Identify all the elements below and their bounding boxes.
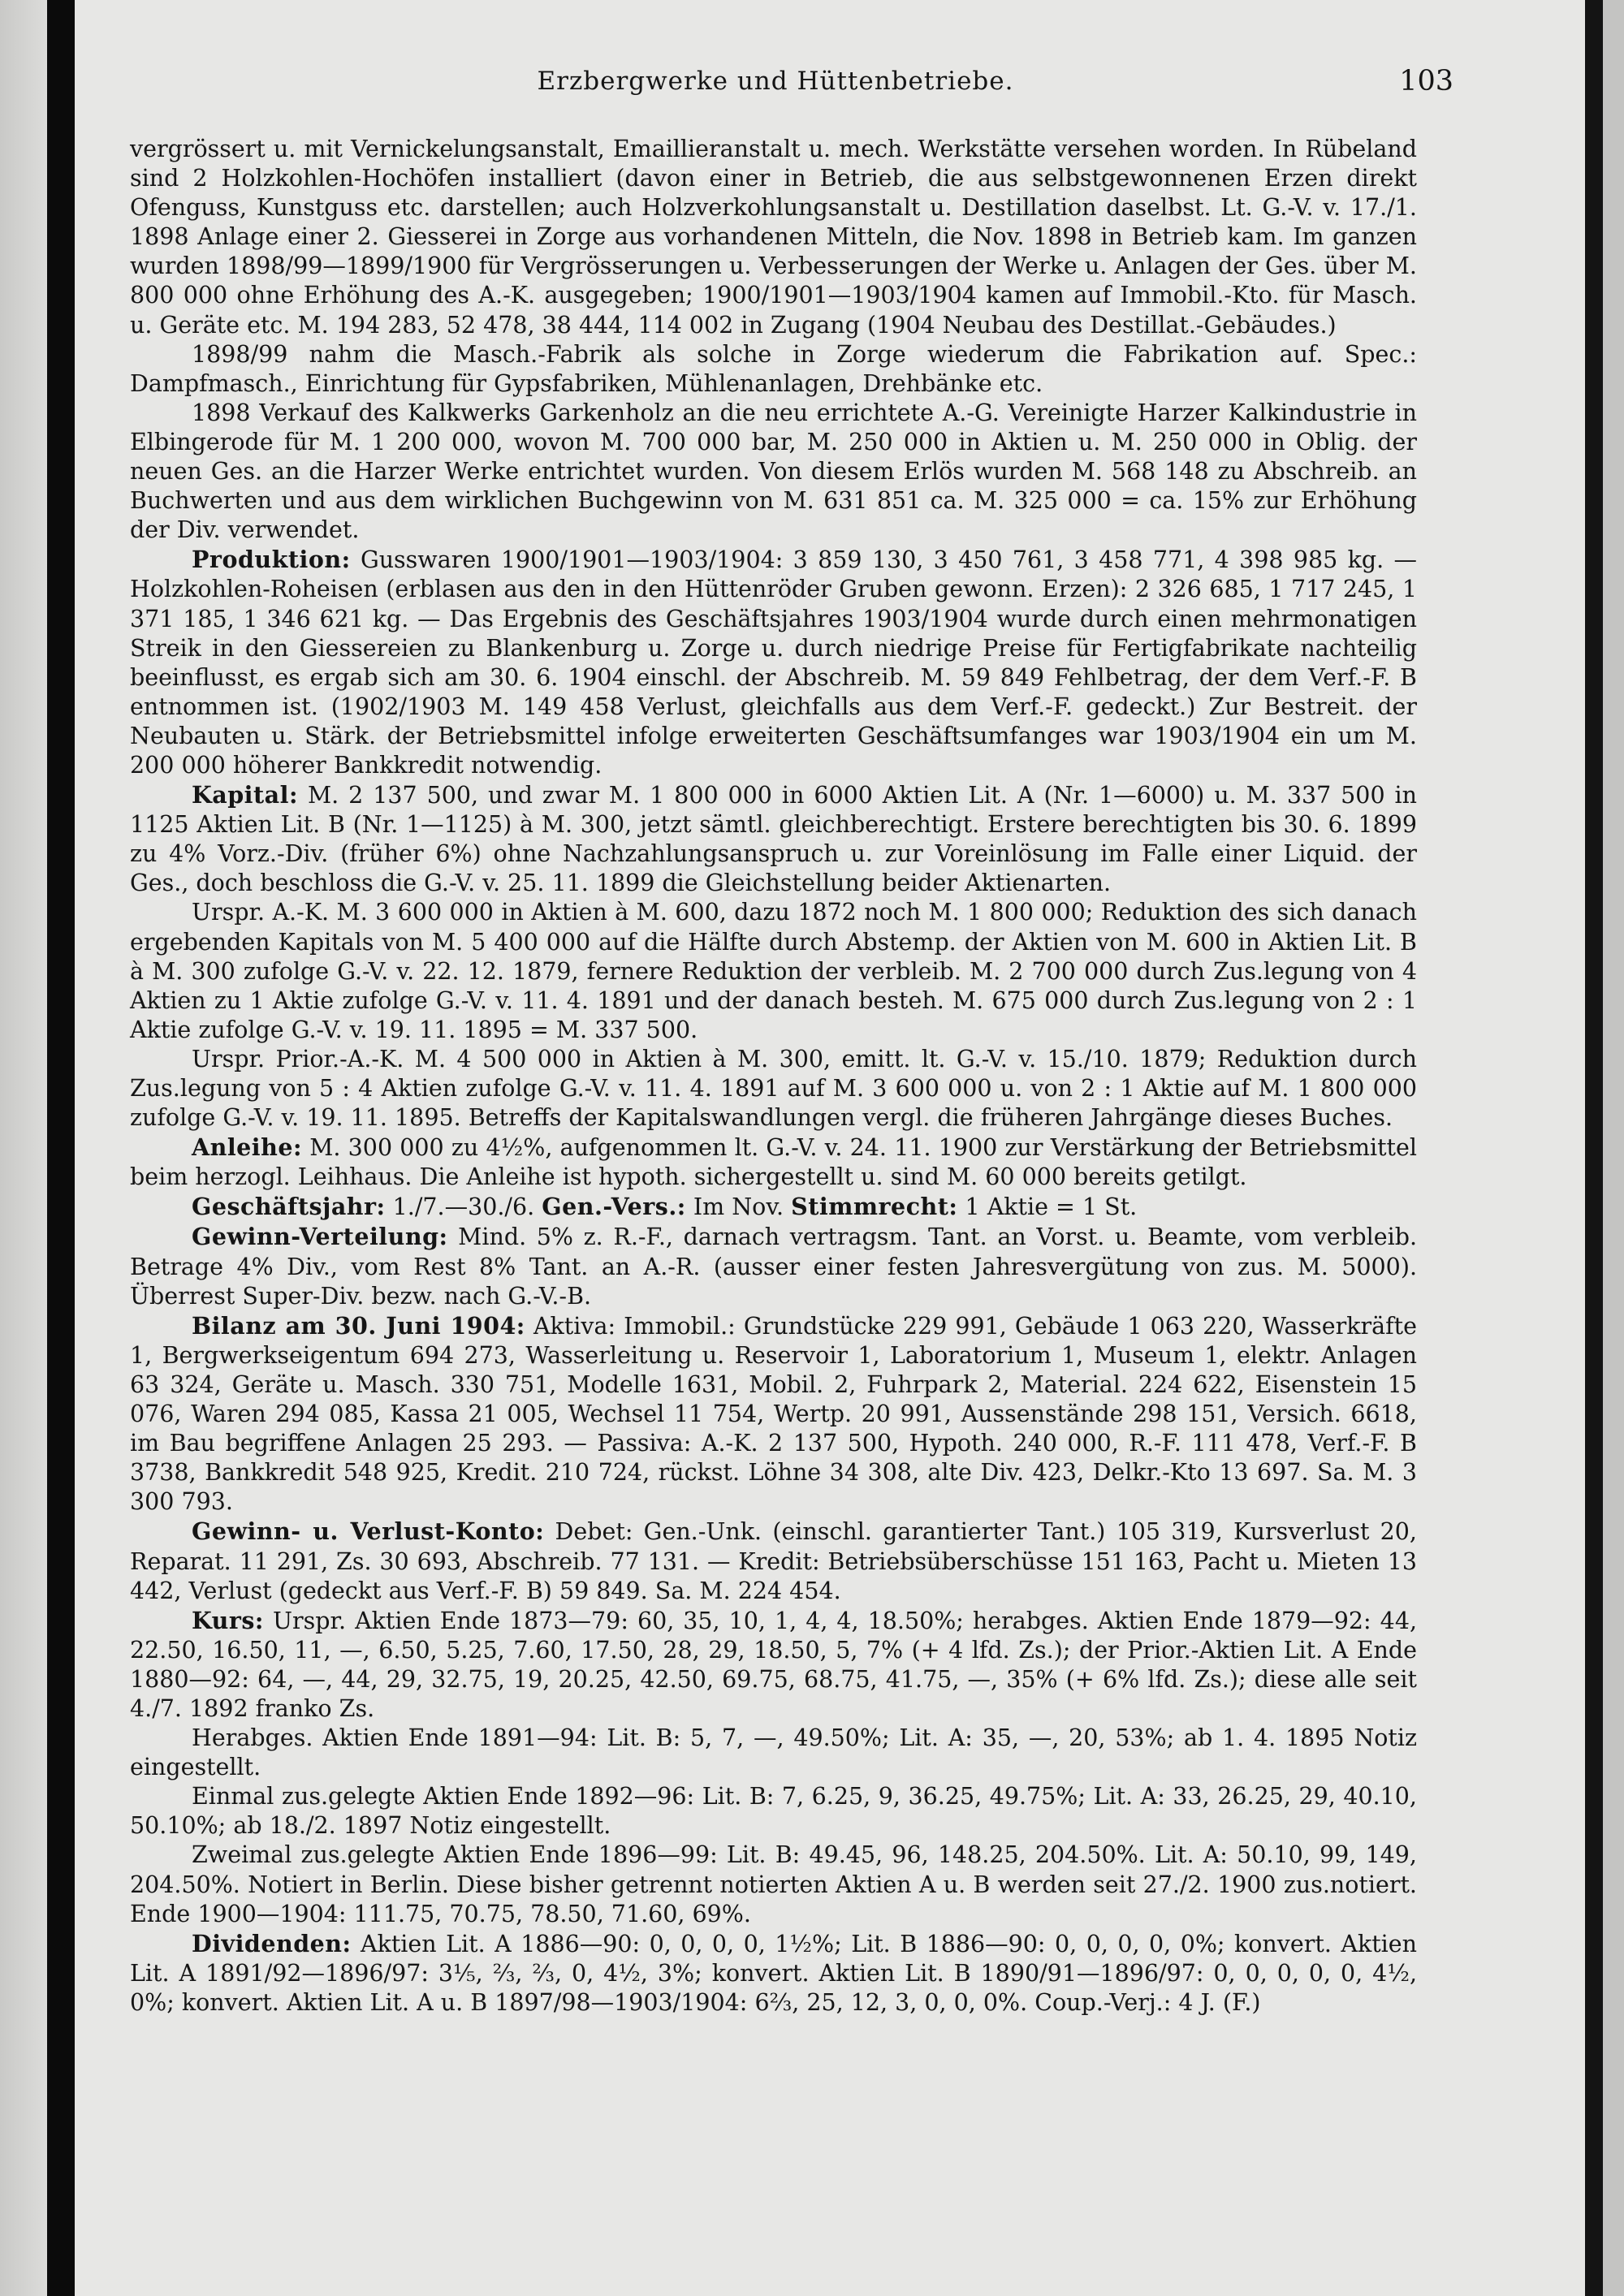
paragraph-text: M. 300 000 zu 4½%, aufgenommen lt. G.-V. v. 24. 11. 1900 zur Verstärkung der Betriebsmittel beim herzogl. Leihhaus. Die Anleihe ist hypoth. sichergestellt u. sind M. 60 000 bereits getilgt. (130, 1134, 1417, 1191)
paragraph-text: 1898 Verkauf des Kalkwerks Garkenholz an die neu errichtete A.-G. Vereinigte Harzer Kalkindustrie in Elbingerode für M. 1 200 000, wovon M. 700 000 bar, M. 250 000 in Aktien u. M. 250 000 in Oblig. der neuen Ges. an die Harzer Werke entrichtet wurden. Von diesem Erlös wurden M. 568 148 zu Abschreib. an Buchwerten und aus dem wirklichen Buchgewinn von M. 631 851 ca. M. 325 000 = ca. 15% zur Erhöhung der Div. verwendet. (130, 399, 1417, 544)
paragraph (130, 1841, 1417, 1928)
paragraph (130, 340, 1417, 399)
section-heading: Kapital: (192, 781, 298, 809)
section-heading: Gewinn-Verteilung: (192, 1223, 448, 1251)
paragraph-text: Debet: Gen.-Unk. (einschl. garantierter Tant.) 105 319, Kursverlust 20, Reparat. 11 291, Zs. 30 693, Abschreib. 77 131. — Kredit: Betriebsüberschüsse 151 163, Pacht u. Mieten 13 442, Verlust (gedeckt aus Verf.-F. B) 59 849. Sa. M. 224 454. (130, 1518, 1417, 1604)
section-heading: Gen.-Vers.: (542, 1193, 686, 1221)
paragraph (130, 1782, 1417, 1841)
paragraph (130, 399, 1417, 545)
paragraph-text: Urspr. A.-K. M. 3 600 000 in Aktien à M. 600, dazu 1872 noch M. 1 800 000; Reduktion des sich danach ergebenden Kapitals von M. 5 400 000 auf die Hälfte durch Abstemp. der Aktien von M. 600 in Aktien Lit. B à M. 300 zufolge G.-V. v. 22. 12. 1879, fernere Reduktion der verbleib. M. 2 700 000 durch Zus.legung von 4 Aktien zu 1 Aktie zufolge G.-V. v. 11. 4. 1891 und der danach besteh. M. 675 000 durch Zus.legung von 2 : 1 Aktie zufolge G.-V. v. 19. 11. 1895 = M. 337 500. (130, 899, 1417, 1043)
section-heading: Anleihe: (192, 1133, 302, 1162)
paragraph-text: vergrössert u. mit Vernickelungsanstalt, Emaillieranstalt u. mech. Werkstätte versehen worden. In Rübeland sind 2 Holzkohlen-Hochöfen installiert (davon einer in Betrieb, die aus selbstgewonnenen Erzen direkt Ofenguss, Kunstguss etc. darstellen; auch Holzverkohlungsanstalt u. Destillation daselbst. Lt. G.-V. v. 17./1. 1898 Anlage einer 2. Giesserei in Zorge aus vorhandenen Mitteln, die Nov. 1898 in Betrieb kam. Im ganzen wurden 1898/99—1899/1900 für Vergrösserungen u. Verbesserungen der Werke u. Anlagen der Ges. über M. 800 000 ohne Erhöhung des A.-K. ausgegeben; 1900/1901—1903/1904 kamen auf Immobil.-Kto. für Masch. u. Geräte etc. M. 194 283, 52 478, 38 444, 114 002 in Zugang (1904 Neubau des Destillat.-Gebäudes.) (130, 136, 1417, 339)
section-heading: Dividenden: (192, 1929, 352, 1957)
paragraph-text: Aktien Lit. A 1886—90: 0, 0, 0, 0, 1½%; Lit. B 1886—90: 0, 0, 0, 0, 0%; konvert. Aktien Lit. A 1891/92—1896/97: 3⅕, ⅔, ⅔, 0, 4½, 3%; konvert. Aktien Lit. B 1890/91—1896/97: 0, 0, 0, 0, 0, 4½, 0%; konvert. Aktien Lit. A u. B 1897/98—1903/1904: 6⅔, 25, 12, 3, 0, 0, 0%. Coup.-Verj.: 4 J. (F.) (130, 1930, 1418, 2016)
paragraph-text: M. 2 137 500, und zwar M. 1 800 000 in 6000 Aktien Lit. A (Nr. 1—6000) u. M. 337 500 in 1125 Aktien Lit. B (Nr. 1—1125) à M. 300, jetzt sämtl. gleichberechtigt. Erstere berechtigten bis 30. 6. 1899 zu 4% Vorz.-Div. (früher 6%) ohne Nachzahlungsanspruch u. zur Voreinlösung im Falle einer Liquid. der Ges., doch beschloss die G.-V. v. 25. 11. 1899 die Gleichstellung beider Aktienarten. (130, 782, 1418, 897)
paragraph (130, 1929, 1417, 2018)
section-heading: Gewinn- u. Verlust-Konto: (192, 1517, 545, 1546)
page-edge-shadow (1585, 0, 1603, 2296)
paragraph (130, 1045, 1417, 1133)
paragraph (130, 545, 1417, 780)
binding-shadow (47, 0, 75, 2296)
paragraph-text: 1./7.—30./6. (392, 1193, 542, 1221)
paragraph (130, 898, 1417, 1044)
running-head: Erzbergwerke und Hüttenbetriebe. (537, 67, 1014, 96)
page-number: 103 (1399, 65, 1453, 97)
paragraph-text: Im Nov. (693, 1193, 792, 1221)
page-header (122, 65, 1453, 115)
paragraph (130, 1311, 1417, 1517)
paragraph (130, 135, 1417, 340)
paragraph (130, 1192, 1417, 1222)
section-heading: Bilanz am 30. Juni 1904: (192, 1311, 525, 1340)
paragraph-text: Einmal zus.gelegte Aktien Ende 1892—96: Lit. B: 7, 6.25, 9, 36.25, 49.75%; Lit. A: 33, 26.25, 29, 40.10, 50.10%; ab 18./2. 1897 Notiz eingestellt. (130, 1783, 1417, 1840)
paragraph (130, 1222, 1417, 1310)
paragraph (130, 1133, 1417, 1192)
section-heading: Produktion: (192, 546, 351, 574)
paragraph-text: Aktiva: Immobil.: Grundstücke 229 991, Gebäude 1 063 220, Wasserkräfte 1, Bergwerkseigentum 694 273, Wasserleitung u. Reservoir 1, Laboratorium 1, Museum 1, elektr. Anlagen 63 324, Geräte u. Masch. 330 751, Modelle 1631, Mobil. 2, Fuhrpark 2, Material. 224 622, Eisenstein 15 076, Waren 294 085, Kassa 21 005, Wechsel 11 754, Wertp. 20 991, Aussenstände 298 151, Versich. 6618, im Bau begriffene Anlagen 25 293. — Passiva: A.-K. 2 137 500, Hypoth. 240 000, R.-F. 111 478, Verf.-F. B 3738, Bankkredit 548 925, Kredit. 210 724, rückst. Löhne 34 308, alte Div. 423, Delkr.-Kto 13 697. Sa. M. 3 300 793. (130, 1312, 1418, 1516)
paragraph-text: Mind. 5% z. R.-F., darnach vertragsm. Tant. an Vorst. u. Beamte, vom verbleib. Betrage 4% Div., vom Rest 8% Tant. an A.-R. (ausser einer festen Jahresvergütung von zus. M. 5000). Überrest Super-Div. bezw. nach G.-V.-B. (130, 1224, 1418, 1310)
section-heading: Kurs: (192, 1606, 264, 1634)
paragraph (130, 780, 1417, 898)
section-heading: Geschäftsjahr: (192, 1193, 386, 1221)
paragraph-text: Urspr. Prior.-A.-K. M. 4 500 000 in Aktien à M. 300, emitt. lt. G.-V. v. 15./10. 1879; Reduktion durch Zus.legung von 5 : 4 Aktien zufolge G.-V. v. 11. 4. 1891 auf M. 3 600 000 u. von 2 : 1 Aktie auf M. 1 800 000 zufolge G.-V. v. 19. 11. 1895. Betreffs der Kapitalswandlungen vergl. die früheren Jahrgänge dieses Buches. (130, 1045, 1417, 1132)
paragraph-text: Gusswaren 1900/1901—1903/1904: 3 859 130, 3 450 761, 3 458 771, 4 398 985 kg. — Holzkohlen-Roheisen (erblasen aus den in den Hüttenröder Gruben gewonn. Erzen): 2 326 685, 1 717 245, 1 371 185, 1 346 621 kg. — Das Ergebnis des Geschäftsjahres 1903/1904 wurde durch einen mehrmonatigen Streik in den Giessereien zu Blankenburg u. Zorge u. durch niedrige Preise für Fertigfabrikate nachteilig beeinflusst, es ergab sich am 30. 6. 1904 einschl. der Abschreib. M. 59 849 Fehlbetrag, der dem Verf.-F. B entnommen ist. (1902/1903 M. 149 458 Verlust, gleichfalls aus dem Verf.-F. gedeckt.) Zur Bestreit. der Neubauten u. Stärk. der Betriebsmittel infolge erweiterten Geschäftsumfanges war 1903/1904 ein um M. 200 000 höherer Bankkredit notwendig. (130, 546, 1417, 779)
paragraph (130, 1606, 1417, 1724)
scan-margin-right (1603, 0, 1624, 2296)
scan-margin-left (0, 0, 47, 2296)
paragraph-text: 1 Aktie = 1 St. (965, 1193, 1138, 1221)
paragraph-text: Zweimal zus.gelegte Aktien Ende 1896—99: Lit. B: 49.45, 96, 148.25, 204.50%. Lit. A: 50.10, 99, 149, 204.50%. Notiert in Berlin. Diese bisher getrennt notierten Aktien A u. B werden seit 27./2. 1900 zus.notiert. Ende 1900—1904: 111.75, 70.75, 78.50, 71.60, 69%. (130, 1841, 1417, 1927)
paragraph-text: Urspr. Aktien Ende 1873—79: 60, 35, 10, 1, 4, 4, 18.50%; herabges. Aktien Ende 1879—92: 44, 22.50, 16.50, 11, —, 6.50, 5.25, 7.60, 17.50, 28, 29, 18.50, 5, 7% (+ 4 lfd. Zs.); der Prior.-Aktien Lit. A Ende 1880—92: 64, —, 44, 29, 32.75, 19, 20.25, 42.50, 69.75, 68.75, 41.75, —, 35% (+ 6% lfd. Zs.); diese alle seit 4./7. 1892 franko Zs. (130, 1607, 1418, 1722)
section-heading: Stimmrecht: (791, 1193, 958, 1221)
paragraph (130, 1724, 1417, 1782)
paragraph (130, 1517, 1417, 1605)
paragraph-text: 1898/99 nahm die Masch.-Fabrik als solche in Zorge wiederum die Fabrikation auf. Spec.: Dampfmasch., Einrichtung für Gypsfabriken, Mühlenanlagen, Drehbänke etc. (130, 340, 1417, 397)
paragraph-text: Herabges. Aktien Ende 1891—94: Lit. B: 5, 7, —, 49.50%; Lit. A: 35, —, 20, 53%; ab 1. 4. 1895 Notiz eingestellt. (130, 1724, 1417, 1781)
page-body (130, 135, 1417, 2018)
